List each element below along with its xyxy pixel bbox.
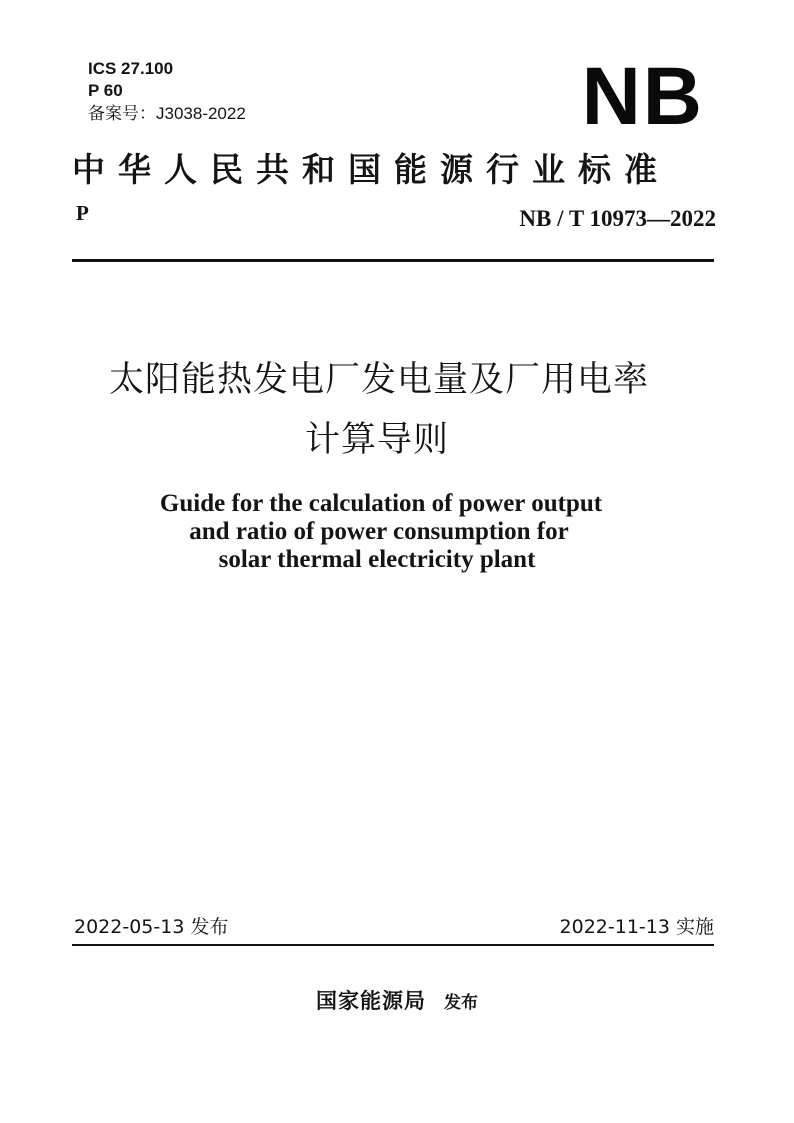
- filing-number: 备案号：J3038-2022: [88, 104, 246, 123]
- ccs-code: P 60: [88, 81, 123, 100]
- title-en-line-3: solar thermal electricity plant: [218, 546, 536, 573]
- title-en-line-1: Guide for the calculation of power output: [159, 490, 603, 517]
- title-en-line-2: and ratio of power consumption for: [189, 518, 569, 545]
- implement-date: 2022-11-13 实施: [559, 916, 714, 938]
- standard-number: NB / T 10973—2022: [519, 206, 716, 231]
- top-divider: [72, 259, 714, 262]
- publisher-name: 国家能源局: [316, 988, 426, 1013]
- title-zh-line-1: 太阳能热发电厂发电量及厂用电率: [108, 360, 649, 400]
- nb-logo: NB: [581, 51, 704, 142]
- issue-date: 2022-05-13 发布: [74, 916, 229, 938]
- title-zh-line-2: 计算导则: [304, 420, 449, 460]
- bottom-divider: [72, 944, 714, 946]
- ics-code: ICS 27.100: [88, 59, 174, 78]
- publisher-action: 发布: [444, 993, 478, 1013]
- standard-category: 中华人民共和国能源行业标准: [72, 150, 670, 189]
- publisher: [0, 985, 794, 1015]
- ccs-letter: P: [76, 201, 89, 225]
